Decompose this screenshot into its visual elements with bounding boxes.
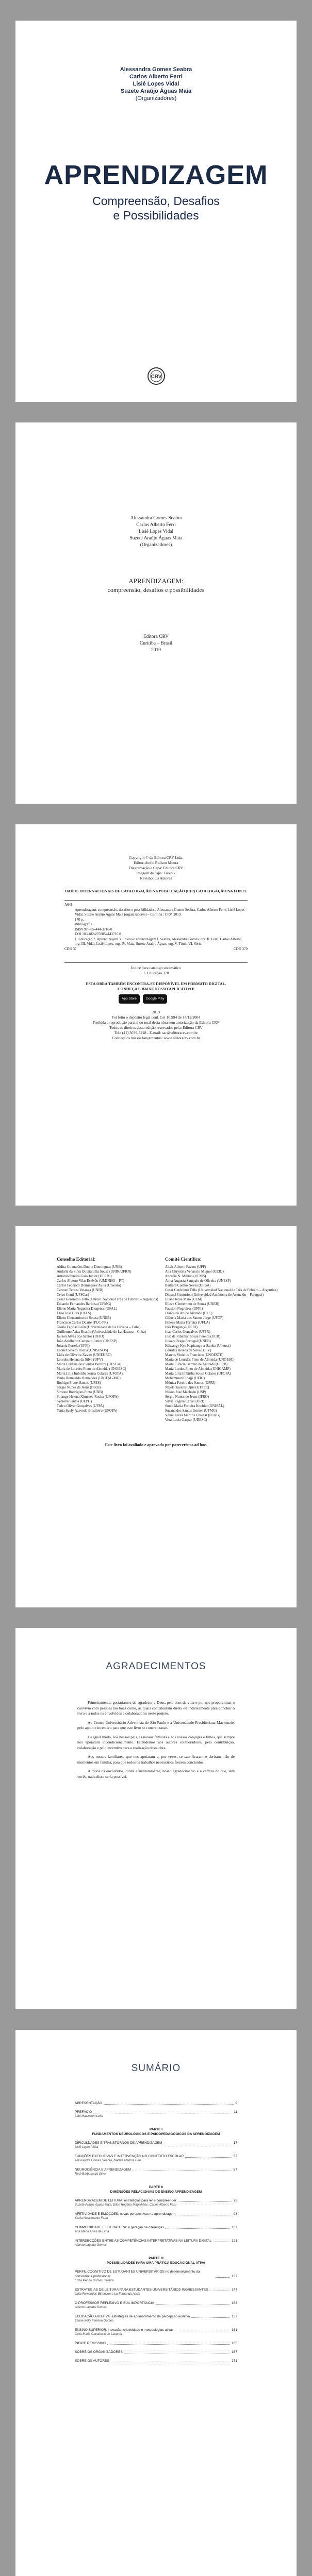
council-member: Tadeu Oliver Gonçalves (UFPA): [57, 1404, 104, 1408]
council-member: Jailson Alves dos Santos (UFRJ): [57, 1334, 104, 1338]
toc-entry-page: 165: [232, 2342, 237, 2345]
paragraph: Ao Centro Universitário Adventista de São Paulo e à Universidade Presbiteriana Mackenzie, pelo apoio e incentivo para que este livro se concretizasse.: [77, 1720, 235, 1730]
toc-entry-page: 37: [233, 2155, 237, 2158]
council-member: Cesar Gerónimo Tello (Universidad Nacional de Três de Febrero – Argentina): [165, 1288, 278, 1292]
index-block: [64, 965, 248, 976]
council-member: Francisco Ari de Andrade (UFC): [165, 1311, 212, 1315]
council-member: Sérgio Nunes de Jesus (IFRO): [57, 1385, 101, 1389]
toc-entry-page: 121: [232, 2239, 237, 2243]
council-member: Cesar Gerónimo Tello (Univer .Nacional Três de Febrero – Argentina): [57, 1297, 158, 1301]
publisher-logo-text: CRV: [151, 374, 162, 380]
council-member: José de Ribamar Sousa Pereira (UCB): [165, 1334, 221, 1338]
catalog-line: 1. Educação 2. Aprendizagem 3. Ensino e aprendizagem I. Seabra, Alessandra Gomes. org. II. Ferri, Carlos Alberto. org. III. Vidal, Lisiê Lopes. org. IV. Maia, Suzete Araújo Águas. org. V. Título VI. Série.: [75, 937, 242, 946]
council-member: Sydione Santos (UEPG): [57, 1399, 92, 1403]
credit-line: Diagramação e Capa: Editora CRV: [128, 866, 184, 870]
council-member: Barbara Coelho Neves (UFBA): [165, 1283, 211, 1287]
toc-entry-author: Célia Maria Cavalcanti de Lacerda: [75, 2333, 122, 2336]
council-member: Gláucia Maria dos Santos Jorge (UFOP): [165, 1316, 224, 1320]
toc-part-title: FUNDAMENTOS NEUROLÓGICOS E PSICOPEDAGÓGICOS DA APRENDIZAGEM: [92, 2132, 220, 2136]
toc-part: [75, 2127, 237, 2137]
title-page-publisher: [15, 634, 297, 654]
toc-entry-label: EDUCAÇÃO AUDITIVA: estratégias de aprimoramento da percepção auditiva: [75, 2315, 190, 2318]
catalog-line: Bibliografia: [75, 922, 92, 926]
council-member: Élsio José Corá (UFFS): [57, 1311, 91, 1315]
toc-entry-author: Lidia Fernandes Bittencourt, Lu Fernanda Assis: [75, 2293, 140, 2296]
cover-organizer: Suzete Araújo Águas Maia: [120, 88, 192, 94]
toc-entry-author: Alberto Lagatta Gomes: [75, 2306, 107, 2309]
catalog-cdd: CDD 370: [233, 946, 248, 951]
council-member: Paulo Romualdo Hernandes (UNIFAL-MG): [57, 1376, 121, 1380]
council-member: Silvia Regina Canan (URI): [165, 1399, 205, 1403]
rights-line: Todos os direitos desta edição reservados pela: Editora CRV: [109, 1025, 203, 1030]
council-member: Sonia Maria Ferreira Koehler (UNISAL): [165, 1404, 224, 1408]
council-member: João Adalberto Campato Junior (UNESP): [57, 1339, 118, 1343]
toc-entry-author: Eliane Kelly Ferreira Gomes: [75, 2319, 114, 2323]
rights-line: Conheça os nossos lançamentos: www.editoracrv.com.br: [112, 1036, 200, 1040]
divider: [64, 962, 248, 963]
google-play-badge[interactable]: Google Play: [143, 994, 167, 1004]
toc-heading: SUMÁRIO: [131, 2063, 181, 2074]
toc-entry[interactable]: [75, 2212, 237, 2216]
toc-entry-author: Alberto Lagatta Gomes: [75, 2244, 107, 2247]
toc-entry-label: ENSINO SUPERIOR: inovação, criatividade e metodologias ativas: [75, 2328, 174, 2332]
toc-entry-label: APRENDIZAGEM DE LEITURA: estratégias para ler e compreender: [75, 2199, 176, 2202]
toc-leader-dots: [185, 2157, 232, 2158]
council-member: Aldira Guimarães Duarte Domínguez (UNB): [57, 1265, 122, 1269]
toc-entry[interactable]: [75, 2141, 237, 2145]
rights-block: [64, 1010, 248, 1041]
council-member: Elizeu Clementino de Souza (UNEB): [165, 1302, 219, 1306]
credit-line: Imagem da capa: Freepik: [136, 871, 176, 875]
council-member: Jean Carlos Gonçalves (UFPR): [165, 1330, 210, 1334]
index-line: Índice para catálogo sistemático: [131, 965, 181, 970]
title-page-name: (Organizadores): [140, 543, 172, 548]
toc-entry-page: 57: [233, 2168, 237, 2172]
paragraph: A todos os envolvidos, direta e indiretamente, nosso agradecimento e a certeza de que, sem vocês, nada disso seria possível.: [77, 1769, 235, 1779]
toc-part-label: PARTE II: [149, 2185, 163, 2189]
cover-title: APRENDIZAGEM: [44, 160, 268, 190]
catalog-cdu: CDU 37: [64, 946, 77, 951]
toc-entry[interactable]: [75, 2350, 237, 2354]
toc-entry[interactable]: [75, 2110, 237, 2114]
toc-part-title: DIMENSÕES RELACIONAIS DE ENSINO APRENDIZAGEM: [110, 2190, 202, 2194]
cover-organizer: Carlos Alberto Ferri: [129, 74, 183, 80]
council-member: Vânia Alves Martins Chaigar (FURG): [165, 1413, 220, 1417]
catalog-line: ISBN 978-85-444-3716-0: [75, 927, 112, 931]
toc-entry-label: SOBRE OS AUTORES: [75, 2359, 109, 2363]
toc-entry-author: Suzete Araújo Águas Maia, Elton Rogério Magalhães, Carlos Alberto Ferri: [75, 2204, 176, 2207]
toc-entry-page: 157: [232, 2315, 237, 2318]
title-page-name: Carlos Alberto Ferri: [136, 522, 176, 528]
council-member: Antônio Pereira Gaio Júnior (UFRRJ): [57, 1274, 112, 1278]
catalog-title: DADOS INTERNACIONAIS DE CATALOGAÇÃO NA PUBLICAÇÃO (CIP) CATALOGAÇÃO NA FONTE: [64, 889, 247, 893]
cover-organizer: Lisiê Lopes Vidal: [133, 81, 179, 87]
title-page-name: Alessandra Gomes Seabra: [130, 516, 182, 521]
toc-entry-page: 147: [232, 2288, 237, 2292]
toc-entry[interactable]: [75, 2239, 237, 2243]
toc-leader-dots: [178, 2201, 232, 2202]
toc-part-label: PARTE III: [149, 2257, 163, 2260]
rights-line: Proibida a reprodução parcial ou total desta obra sem autorização da Editora CRV: [92, 1020, 220, 1025]
council-member: Kilwangy Kya Kapitango-a-Samba (Unemat): [165, 1344, 231, 1348]
toc-entry[interactable]: [75, 2101, 237, 2106]
toc-leader-dots: [107, 2344, 230, 2345]
toc-leader-dots: [104, 2104, 234, 2105]
toc-page: [15, 2030, 297, 2576]
toc-entry-author: Lisiê Lopes Vidal: [75, 2146, 98, 2149]
toc-entry-label: PERFIL COGNITIVO DE ESTUDANTES UNIVERSITÁRIOS no desenvolvimento da consciência profissional: [75, 2270, 200, 2278]
toc-entry-author: Edna Penha Gomes Silveira: [75, 2279, 114, 2282]
council-member: Maria Lília Imbiriba Sousa Colares (UFOPA): [57, 1371, 123, 1376]
publisher-logo: [146, 366, 167, 389]
publisher-line: Curitiba – Brasil: [139, 641, 173, 646]
cover-organizers-role: (Organizadores): [135, 95, 177, 101]
council-member: Diosnel Centurion (Universidad Autónoma de Asunción – Paraguai): [165, 1293, 264, 1297]
catalog-line: DOI 10.24824/978854443716.0: [75, 932, 121, 936]
editorial-council: [57, 1257, 158, 1413]
council-member: Maria de Lourdes Pinto de Almeida (UNOESC): [57, 1367, 126, 1371]
acknowledgments-page: [15, 1628, 297, 2009]
toc-entry-page: 171: [232, 2359, 237, 2363]
council-member: Anna Augusta Sampaio de Oliveira (UNESP): [165, 1279, 231, 1283]
toc-entry-author: Alessandra Gomes Seabra, Natália Martins Dias: [75, 2159, 142, 2162]
council-member: Rodrigo Pratte-Santos (UFES): [57, 1381, 101, 1385]
rights-line: Tel.: (41) 3039-6418 - E-mail: sac@editoracrv.com.br: [114, 1030, 198, 1035]
toc-part: [75, 2256, 237, 2265]
toc-entry[interactable]: [75, 2301, 237, 2306]
app-store-badge[interactable]: App Store: [119, 994, 140, 1004]
publisher-line: Editora CRV: [143, 634, 169, 639]
toc-entry[interactable]: [75, 2359, 237, 2363]
toc-entry-page: 107: [232, 2226, 237, 2229]
toc-entry[interactable]: [75, 2167, 237, 2172]
council-member: Mônica Pereira dos Santos (UFRJ): [165, 1381, 216, 1385]
toc-entry-author: Ana Maria Alves de Lima: [75, 2230, 109, 2233]
council-member: Gloria Fariñas León (Universidade de La Havana – Cuba): [57, 1325, 141, 1329]
paragraph: De igual modo, aos nossos pais, às nossas famílias e aos nossos cônjuges e filhos, que sempre nos apoiaram incondicionalmente. Estendemos aos autores colaboradores, pela contribuição, colaboração e pelo incentivo para a realização desta obra.: [77, 1734, 235, 1750]
table-of-contents: [75, 2097, 237, 2363]
council-member: Vera Lucia Gaspar (UDESC): [165, 1418, 207, 1422]
council-member: Suzana dos Santos Gomes (UFMG): [165, 1409, 217, 1413]
council-member: Tania Suely Azevedo Brasileiro (UFOPA): [57, 1409, 118, 1413]
council-member: Eduardo Fernandes Barbosa (UFMG): [57, 1302, 111, 1306]
toc-part-label: PARTE I: [149, 2128, 163, 2131]
title-page-title: APRENDIZAGEM:: [128, 577, 184, 585]
credit-line: Revisão: Os Autores: [140, 876, 172, 880]
council-member: Lídia de Oliveira Xavier (UNIEURO): [57, 1353, 112, 1357]
toc-entry-label: ÍNDICE REMISSIVO: [75, 2342, 106, 2345]
rights-line: 2019: [152, 1010, 160, 1014]
toc-entry-page: 153: [232, 2301, 237, 2305]
toc-entry[interactable]: [75, 2341, 237, 2346]
toc-entry-page: 161: [232, 2328, 237, 2332]
catalog-line: A641: [64, 903, 73, 907]
digital-notice: [64, 981, 248, 992]
council-member: Carlos Federico Dominguez Avila (Unieuro): [57, 1283, 121, 1287]
toc-entry-page: 75: [233, 2199, 237, 2202]
council-member: Maria de Lourdes Pinto de Almeida (UNOESC): [165, 1358, 235, 1362]
council-member: Simone Rodrigues Pinto (UNB): [57, 1390, 103, 1394]
scientific-committee-title: Comitê Científico:: [165, 1257, 202, 1262]
toc-leader-dots: [166, 2228, 230, 2229]
council-member: Celso Conti (UFSCar): [57, 1293, 89, 1297]
council-member: Nilson José Machado (USP): [165, 1390, 206, 1394]
toc-part: [75, 2185, 237, 2194]
index-entry: 1. Educação 370: [143, 971, 169, 975]
council-member: Carlos Alberto Vilar Estêvão (UMINHO – PT): [57, 1279, 124, 1283]
council-member: Lourdes Helena da Silva (UFV): [57, 1358, 103, 1362]
council-member: Helena Maria Ferreira (UFLA): [165, 1320, 210, 1325]
paragraph: Primeiramente, gostaríamos de agradecer a Deus, pela dom da vida e por nos proporcionar o convívio com pessoas tão boas como, as quais contribuíram direta ou indiretamente para concluir o livro e a todos os envolvidos e colaboradores neste projeto.: [77, 1700, 235, 1716]
council-member: Lourdes Helena da Silva (UFV): [165, 1348, 211, 1352]
toc-entry[interactable]: [75, 2314, 237, 2319]
catalog-record: [64, 903, 248, 952]
council-member: Elione Maria Nogueira Diogenes (UFAL): [57, 1307, 117, 1311]
toc-entry[interactable]: [75, 2154, 237, 2159]
council-member: Guillermo Arias Beatón (Universidade de La Havana – Cuba): [57, 1330, 146, 1334]
title-page-names: [15, 515, 297, 549]
cover-organizers: [15, 66, 297, 102]
council-member: Francisco Carlos Duarte (PUC-PR): [57, 1320, 108, 1325]
digital-notice-line: CONHEÇA E BAIXE NOSSO APLICATIVO!: [118, 987, 194, 991]
catalog-line: Aprendizagem: compreensão, desafios e possibilidades / Alessandra Gomes Seabra, Carlos Alberto Ferri, Lisiê Lopes Vidal, Suzete Araújo Águas Maia (organizadores) – Curitiba : CRV, 2019.: [75, 907, 245, 917]
toc-entry[interactable]: [75, 2269, 237, 2279]
council-member: Mohammed Elhajji (UFRJ): [165, 1376, 205, 1380]
council-member: Maria Eurácia Barreto de Andrade (UFRB): [165, 1362, 228, 1366]
toc-entry[interactable]: [75, 2287, 237, 2292]
cover-subtitle: [15, 194, 297, 223]
council-member: Jussara Fraga Portugal (UNEB): [165, 1339, 211, 1343]
credit-line: Copyright © da Editora CRV Ltda.: [129, 855, 183, 860]
council-member: Carmen Tereza Velanga (UNIR): [57, 1288, 104, 1292]
toc-entry-page: 93: [233, 2212, 237, 2216]
council-member: Maria Lília Imbiriba Sousa Colares (UFOPA): [165, 1371, 231, 1376]
scientific-committee: [165, 1257, 278, 1422]
toc-entry-label: INTERSECÇÕES ENTRE AS COMPETÊNCIAS INTERPRETATIVAS NA LEITURA DIGITAL: [75, 2239, 212, 2243]
council-member: Solange Helena Ximenes-Rocha (UFOPA): [57, 1395, 119, 1399]
review-note: Este livro foi avaliado e aprovado por pareceristas ad hoc.: [105, 1443, 207, 1447]
toc-entry-label: PREFÁCIO: [75, 2110, 92, 2114]
publisher-logo-icon: [146, 366, 167, 386]
council-member: Andréia N. Militão (UEMS): [165, 1274, 206, 1278]
council-member: Josania Portela (UFPI): [57, 1344, 90, 1348]
toc-entry-author: Lúbi Mazzoleni Leite: [75, 2115, 103, 2118]
rights-line: Foi feito o depósito legal conf. Lei 10.994 de 14/12/2004: [111, 1015, 201, 1020]
acknowledgments-body: [77, 1700, 235, 1783]
acknowledgments-heading: AGRADECIMENTOS: [106, 1661, 206, 1672]
cover-page: [15, 21, 297, 402]
toc-entry-page: 9: [235, 2102, 237, 2105]
title-page-subtitle: compreensão, desafios e possibilidades: [107, 586, 205, 594]
toc-entry-label: O PROFESSOR REFLEXIVO E SUA IMPORTÂNCIA: [75, 2301, 154, 2305]
cover-subtitle-line: e Possibilidades: [113, 209, 199, 222]
toc-entry[interactable]: [75, 2328, 237, 2332]
council-member: Eliane Rose Maio (UEM): [165, 1297, 203, 1301]
digital-notice-line: ESTA OBRA TAMBÉM ENCONTRA-SE DISPONÍVEL EM FORMATO DIGITAL.: [86, 981, 226, 986]
toc-entry-label: DIFICULDADES E TRANSTORNOS DE APRENDIZAGEM: [75, 2141, 162, 2145]
toc-entry-page: 167: [232, 2350, 237, 2354]
paragraph: Aos nossos familiares, que nos apoiaram e, por vezes, se sacrificaram e abriram mão de momentos em família, para que todos os trabalhos necessários fossem concluídos.: [77, 1754, 235, 1765]
credits: [64, 855, 248, 881]
editorial-council-title: Conselho Editorial:: [57, 1257, 96, 1262]
toc-entry-label: SOBRE OS ORGANIZADORES: [75, 2350, 123, 2354]
title-page-name: Lisiê Lopes Vidal: [138, 529, 174, 534]
toc-part-title: POSSIBILIDADES PARA UMA PRÁTICA EDUCACIONAL ATIVA: [106, 2261, 206, 2265]
toc-leader-dots: [191, 2317, 230, 2318]
app-badges: [119, 994, 193, 1004]
toc-entry-page: 11: [234, 2110, 237, 2114]
title-page-name: Suzete Araújo Águas Maia: [129, 536, 183, 541]
councils-page: [15, 1226, 297, 1607]
publisher-line: 2019: [151, 648, 161, 653]
toc-entry-author: Ruth Barbosa da Silva: [75, 2173, 106, 2176]
council-member: Andréia da Silva Quintanilha Sousa (UNIR/UFRN): [57, 1269, 132, 1274]
council-member: Najela Tavares Ujiie (UTFPR): [165, 1385, 209, 1389]
council-member: Fauston Negreiros (UFPI): [165, 1307, 203, 1311]
toc-entry-author: Sonia Nascimento Faria: [75, 2217, 108, 2220]
toc-entry-label: AFETIVIDADE E EMOÇÕES: novas perspectivas na aprendizagem: [75, 2212, 176, 2216]
council-member: Elizeu Clementino de Souza (UNEB): [57, 1316, 111, 1320]
toc-entry[interactable]: [75, 2198, 237, 2203]
scientific-committee-list: [165, 1265, 278, 1422]
toc-entry[interactable]: [75, 2225, 237, 2230]
copyright-page: [15, 824, 297, 1206]
toc-entry-label: ESTRATÉGIAS DE LEITURA PARA ESTUDANTES UNIVERSITÁRIOS INGRESSANTES: [75, 2288, 208, 2292]
toc-entry-label: APRESENTAÇÃO: [75, 2102, 102, 2105]
cover-subtitle-line: Compreensão, Desafios: [92, 194, 220, 208]
council-member: Ana Chrystina Venancio Mignot (UERJ): [165, 1269, 224, 1274]
council-member: Leonel Severo Rocha (UNISINOS): [57, 1348, 108, 1352]
council-member: Maria Lurdes Pinto de Almeida (UNICAMP): [165, 1367, 231, 1371]
toc-entry-label: NEUROCIÊNCIA E APRENDIZAGEM: [75, 2168, 132, 2172]
toc-leader-dots: [216, 2277, 230, 2278]
catalog-codes: [64, 947, 248, 952]
toc-entry-page: 17: [233, 2141, 237, 2145]
toc-entry-label: FUNÇÕES EXECUTIVAS E INTERVENÇÃO NO CONTEXTO ESCOLAR: [75, 2155, 184, 2158]
editorial-council-list: [57, 1265, 158, 1413]
cover-organizer: Alessandra Gomes Seabra: [120, 66, 192, 73]
divider: [64, 900, 248, 901]
council-member: Maria Cristina dos Santos Bezerra (UFSCar): [57, 1362, 122, 1366]
toc-entry-label: COMPLEXIDADE E LITERATURA: a geração de diferenças: [75, 2226, 164, 2229]
council-member: Marcos Vinicius Francisco (UNOESTE): [165, 1353, 224, 1357]
toc-entry-page: 137: [232, 2275, 237, 2278]
council-member: Sérgio Nunes de Jesus (IFRO): [165, 1395, 209, 1399]
council-member: Altair Alberto Fávero (UPF): [165, 1265, 206, 1269]
credit-line: Editor-chefe: Railson Moura: [134, 860, 178, 865]
catalog-line: 170 p.: [75, 917, 84, 922]
council-member: Inês Bragança (UERJ): [165, 1325, 198, 1329]
title-page: [15, 422, 297, 804]
